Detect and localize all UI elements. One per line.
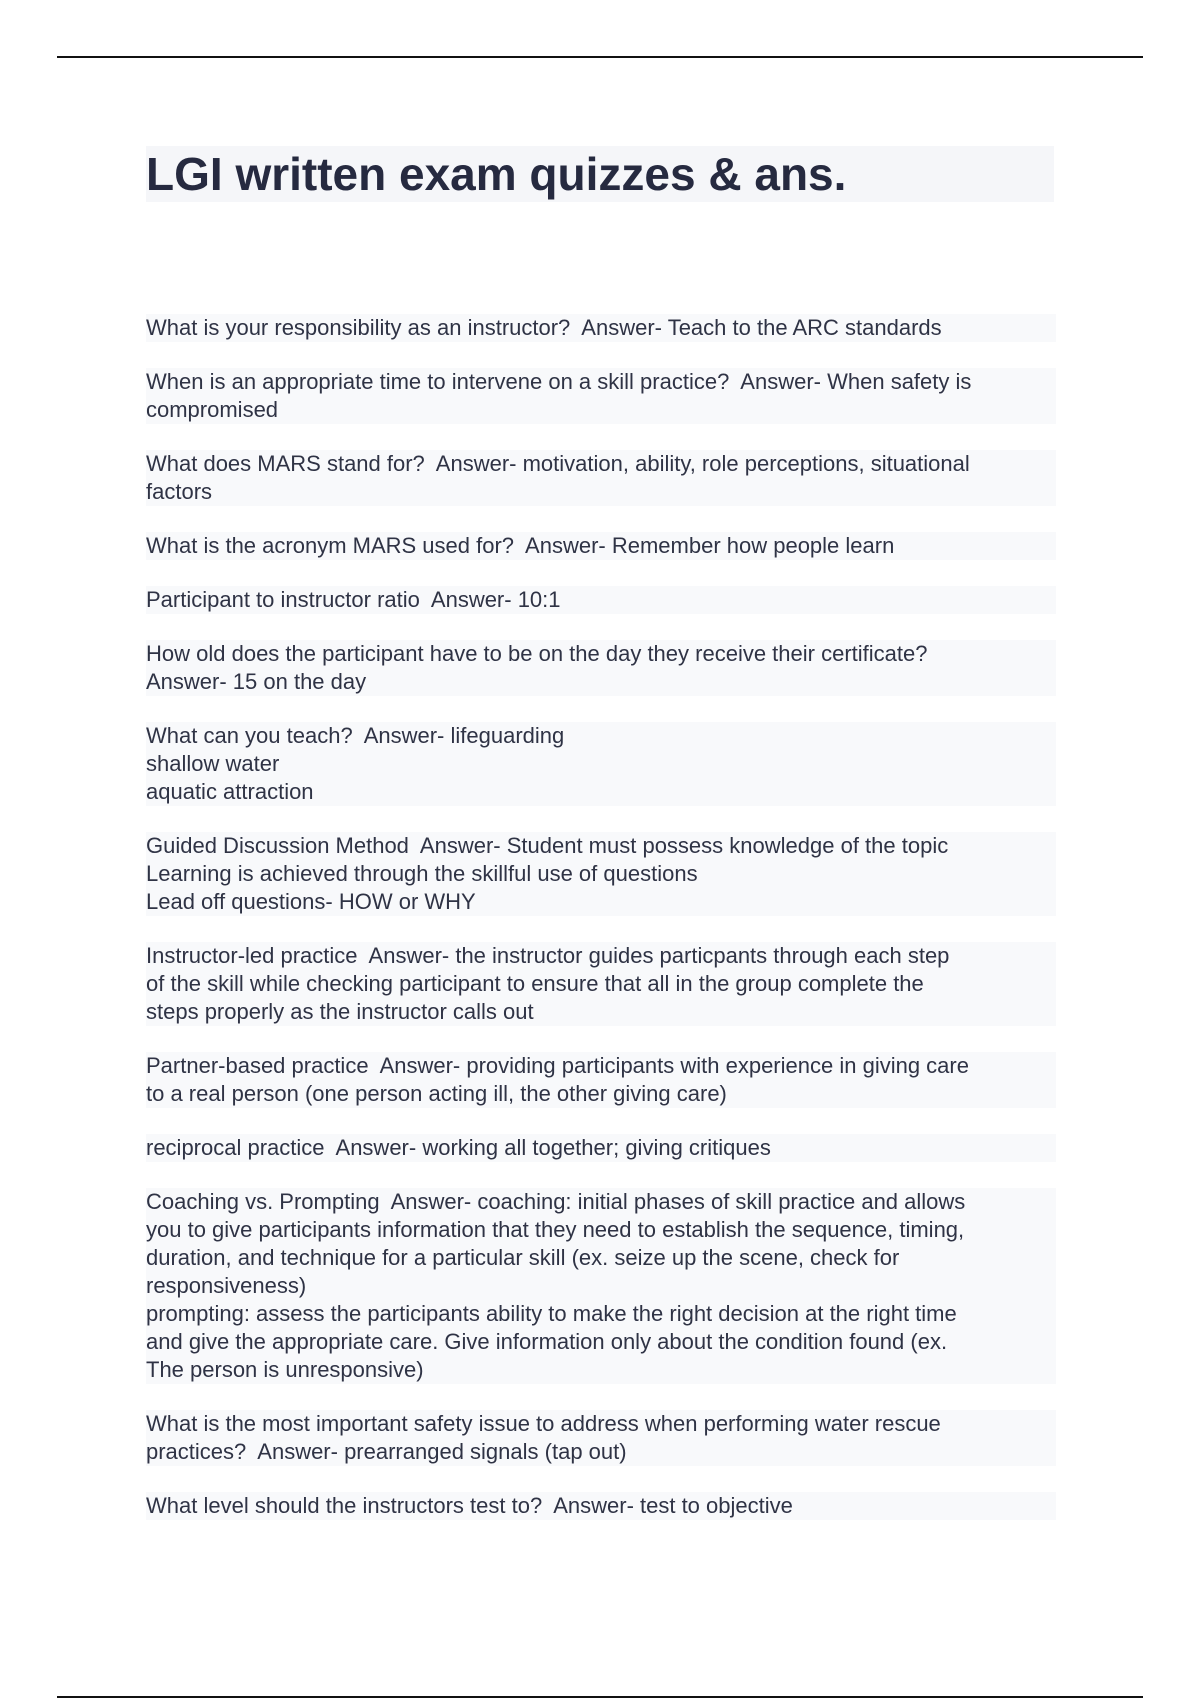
qa-line: duration, and technique for a particular skill (ex. seize up the scene, check for <box>146 1244 1056 1272</box>
page-title: LGI written exam quizzes & ans. <box>146 146 1054 202</box>
qa-line: What can you teach? Answer- lifeguarding <box>146 722 1056 750</box>
qa-line: What is the most important safety issue to address when performing water rescue <box>146 1410 1056 1438</box>
top-divider <box>57 56 1143 58</box>
qa-line: to a real person (one person acting ill, the other giving care) <box>146 1080 1056 1108</box>
qa-item <box>146 1188 1056 1384</box>
qa-line: aquatic attraction <box>146 778 1056 806</box>
qa-line: steps properly as the instructor calls out <box>146 998 1056 1026</box>
qa-line: Instructor-led practice Answer- the instructor guides particpants through each step <box>146 942 1056 970</box>
qa-line: you to give participants information that they need to establish the sequence, timing, <box>146 1216 1056 1244</box>
qa-item <box>146 314 1056 342</box>
qa-line: shallow water <box>146 750 1056 778</box>
qa-item <box>146 1410 1056 1466</box>
qa-line: of the skill while checking participant to ensure that all in the group complete the <box>146 970 1056 998</box>
qa-line: When is an appropriate time to intervene on a skill practice? Answer- When safety is <box>146 368 1056 396</box>
qa-line: Guided Discussion Method Answer- Student must possess knowledge of the topic <box>146 832 1056 860</box>
qa-line: and give the appropriate care. Give information only about the condition found (ex. <box>146 1328 1056 1356</box>
qa-line: What is your responsibility as an instructor? Answer- Teach to the ARC standards <box>146 314 1056 342</box>
qa-line: compromised <box>146 396 1056 424</box>
qa-line: practices? Answer- prearranged signals (tap out) <box>146 1438 1056 1466</box>
bottom-divider <box>57 1696 1143 1698</box>
qa-line: What does MARS stand for? Answer- motivation, ability, role perceptions, situational <box>146 450 1056 478</box>
qa-line: prompting: assess the participants ability to make the right decision at the right time <box>146 1300 1056 1328</box>
qa-line: Participant to instructor ratio Answer- 10:1 <box>146 586 1056 614</box>
qa-line: What is the acronym MARS used for? Answer- Remember how people learn <box>146 532 1056 560</box>
qa-line: How old does the participant have to be on the day they receive their certificate? <box>146 640 1056 668</box>
qa-line: Partner-based practice Answer- providing participants with experience in giving care <box>146 1052 1056 1080</box>
qa-line: Learning is achieved through the skillful use of questions <box>146 860 1056 888</box>
qa-line: responsiveness) <box>146 1272 1056 1300</box>
qa-line: Coaching vs. Prompting Answer- coaching: initial phases of skill practice and allows <box>146 1188 1056 1216</box>
qa-line: factors <box>146 478 1056 506</box>
qa-item <box>146 832 1056 916</box>
qa-line: The person is unresponsive) <box>146 1356 1056 1384</box>
qa-line: reciprocal practice Answer- working all together; giving critiques <box>146 1134 1056 1162</box>
qa-line: Answer- 15 on the day <box>146 668 1056 696</box>
qa-line: What level should the instructors test to? Answer- test to objective <box>146 1492 1056 1520</box>
qa-list <box>146 314 1056 1546</box>
qa-item <box>146 1134 1056 1162</box>
qa-item <box>146 722 1056 806</box>
qa-item <box>146 532 1056 560</box>
qa-item <box>146 586 1056 614</box>
qa-item <box>146 368 1056 424</box>
qa-item <box>146 640 1056 696</box>
qa-item <box>146 1492 1056 1520</box>
qa-item <box>146 1052 1056 1108</box>
qa-line: Lead off questions- HOW or WHY <box>146 888 1056 916</box>
qa-item <box>146 942 1056 1026</box>
qa-item <box>146 450 1056 506</box>
